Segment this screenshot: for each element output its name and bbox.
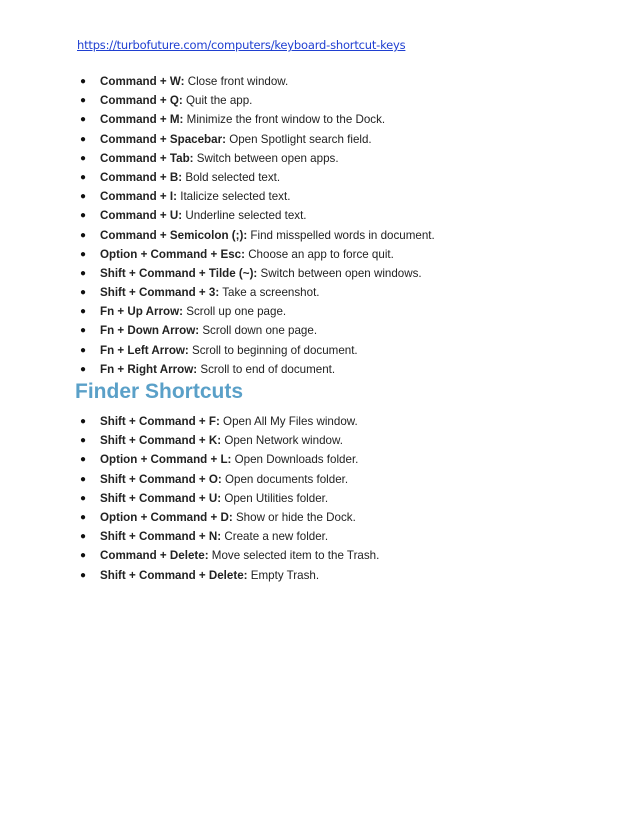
- shortcut-keys: Option + Command + D:: [100, 510, 233, 524]
- shortcut-description: Scroll down one page.: [202, 324, 318, 338]
- shortcut-description: Take a screenshot.: [222, 286, 320, 300]
- shortcut-keys: Command + B:: [100, 170, 183, 184]
- shortcut-keys: Shift + Command + F:: [100, 415, 220, 428]
- bullet-dot-icon: ●: [80, 152, 87, 164]
- bullet-dot-icon: ●: [80, 133, 87, 145]
- shortcut-keys: Fn + Right Arrow:: [100, 362, 198, 376]
- bullet-dot-icon: ●: [80, 473, 87, 485]
- bullet-dot-icon: ●: [80, 511, 87, 523]
- shortcut-description: Open Downloads folder.: [234, 453, 359, 467]
- shortcut-description: Move selected item to the Trash.: [211, 549, 380, 563]
- shortcut-list-item: [78, 226, 435, 245]
- shortcut-description: Switch between open apps.: [196, 151, 339, 165]
- shortcut-list-item: [78, 283, 435, 302]
- bullet-dot-icon: ●: [80, 325, 87, 337]
- shortcut-list-item: [78, 412, 379, 431]
- bullet-dot-icon: ●: [80, 306, 87, 318]
- shortcut-list-item: [78, 110, 435, 129]
- bullet-dot-icon: ●: [80, 267, 87, 279]
- bullet-dot-icon: ●: [80, 454, 87, 466]
- shortcut-keys: Fn + Down Arrow:: [100, 324, 200, 338]
- shortcut-list-item: [78, 245, 435, 264]
- shortcut-description: Scroll to beginning of document.: [192, 343, 358, 357]
- shortcut-list-item: [78, 546, 379, 565]
- shortcut-keys: Command + Spacebar:: [100, 132, 226, 146]
- shortcut-list-item: [78, 187, 435, 206]
- shortcut-list-item: [78, 450, 379, 469]
- bullet-dot-icon: ●: [80, 191, 87, 203]
- shortcut-list-item: [78, 508, 379, 527]
- shortcut-keys: Command + Tab:: [100, 151, 194, 165]
- shortcut-keys: Fn + Up Arrow:: [100, 305, 183, 319]
- bullet-dot-icon: ●: [80, 569, 87, 581]
- shortcut-list-item: [78, 206, 435, 225]
- shortcut-keys: Command + Q:: [100, 94, 183, 108]
- shortcut-list-item: [78, 527, 379, 546]
- shortcut-keys: Fn + Left Arrow:: [100, 343, 189, 357]
- shortcut-list-item: [78, 264, 435, 283]
- bullet-dot-icon: ●: [80, 287, 87, 299]
- bullet-dot-icon: ●: [80, 76, 87, 87]
- shortcut-description: Scroll up one page.: [186, 305, 287, 319]
- shortcut-keys: Shift + Command + Delete:: [100, 568, 248, 582]
- shortcut-list-item: [78, 360, 435, 379]
- bullet-dot-icon: ●: [80, 416, 87, 427]
- shortcut-description: Italicize selected text.: [180, 190, 291, 204]
- bullet-dot-icon: ●: [80, 229, 87, 241]
- shortcut-description: Open documents folder.: [224, 472, 349, 486]
- shortcut-list-item: [78, 566, 379, 585]
- shortcut-description: Quit the app.: [186, 94, 253, 108]
- bullet-dot-icon: ●: [80, 492, 87, 504]
- bullet-dot-icon: ●: [80, 531, 87, 543]
- bullet-dot-icon: ●: [80, 210, 87, 222]
- shortcut-keys: Command + Semicolon (;):: [100, 228, 248, 242]
- shortcut-list-item: [78, 470, 379, 489]
- shortcut-description: Open Spotlight search field.: [229, 132, 372, 146]
- shortcut-list-item: [78, 72, 435, 91]
- shortcut-list-item: [78, 149, 435, 168]
- shortcut-description: Underline selected text.: [185, 209, 307, 223]
- shortcut-keys: Option + Command + Esc:: [100, 247, 245, 261]
- shortcut-keys: Command + Delete:: [100, 549, 209, 563]
- shortcut-keys: Shift + Command + U:: [100, 491, 222, 505]
- bullet-dot-icon: ●: [80, 171, 87, 183]
- shortcut-list-item: [78, 431, 379, 450]
- bullet-dot-icon: ●: [80, 363, 87, 375]
- shortcut-keys: Shift + Command + O:: [100, 472, 222, 486]
- shortcut-description: Find misspelled words in document.: [250, 228, 435, 242]
- shortcut-list-item: [78, 130, 435, 149]
- shortcut-description: Switch between open windows.: [260, 266, 422, 280]
- shortcut-description: Open All My Files window.: [223, 415, 358, 428]
- bullet-dot-icon: ●: [80, 248, 87, 260]
- shortcut-list-item: [78, 302, 435, 321]
- shortcut-keys: Command + I:: [100, 190, 177, 204]
- shortcut-description: Empty Trash.: [250, 568, 320, 582]
- shortcut-keys: Command + W:: [100, 75, 185, 88]
- bullet-dot-icon: ●: [80, 550, 87, 562]
- shortcut-description: Bold selected text.: [185, 170, 281, 184]
- shortcut-list-item: [78, 321, 435, 340]
- shortcut-description: Open Utilities folder.: [224, 491, 329, 505]
- bullet-dot-icon: ●: [80, 95, 87, 107]
- shortcut-description: Choose an app to force quit.: [248, 247, 394, 261]
- finder-shortcuts-list: [78, 412, 379, 585]
- shortcut-list-item: [78, 341, 435, 360]
- source-url-link[interactable]: https://turbofuture.com/computers/keyboard-shortcut-keys: [77, 38, 406, 52]
- shortcut-list-item: [78, 489, 379, 508]
- bullet-dot-icon: ●: [80, 114, 87, 126]
- shortcut-list-item: [78, 168, 435, 187]
- shortcut-list-item: [78, 91, 435, 110]
- shortcut-keys: Shift + Command + Tilde (~):: [100, 266, 258, 280]
- shortcut-description: Show or hide the Dock.: [235, 510, 356, 524]
- shortcut-keys: Shift + Command + 3:: [100, 286, 220, 300]
- shortcut-description: Scroll to end of document.: [200, 362, 336, 376]
- shortcut-keys: Command + M:: [100, 113, 184, 127]
- shortcut-description: Create a new folder.: [224, 530, 329, 544]
- shortcut-keys: Command + U:: [100, 209, 183, 223]
- shortcut-keys: Shift + Command + K:: [100, 434, 222, 448]
- shortcut-description: Minimize the front window to the Dock.: [186, 113, 386, 127]
- general-shortcuts-list: [78, 72, 435, 379]
- shortcut-keys: Option + Command + L:: [100, 453, 232, 467]
- bullet-dot-icon: ●: [80, 344, 87, 356]
- shortcut-description: Close front window.: [187, 75, 289, 88]
- shortcut-description: Open Network window.: [224, 434, 343, 448]
- bullet-dot-icon: ●: [80, 435, 87, 447]
- shortcut-keys: Shift + Command + N:: [100, 530, 222, 544]
- finder-shortcuts-heading: Finder Shortcuts: [75, 380, 244, 403]
